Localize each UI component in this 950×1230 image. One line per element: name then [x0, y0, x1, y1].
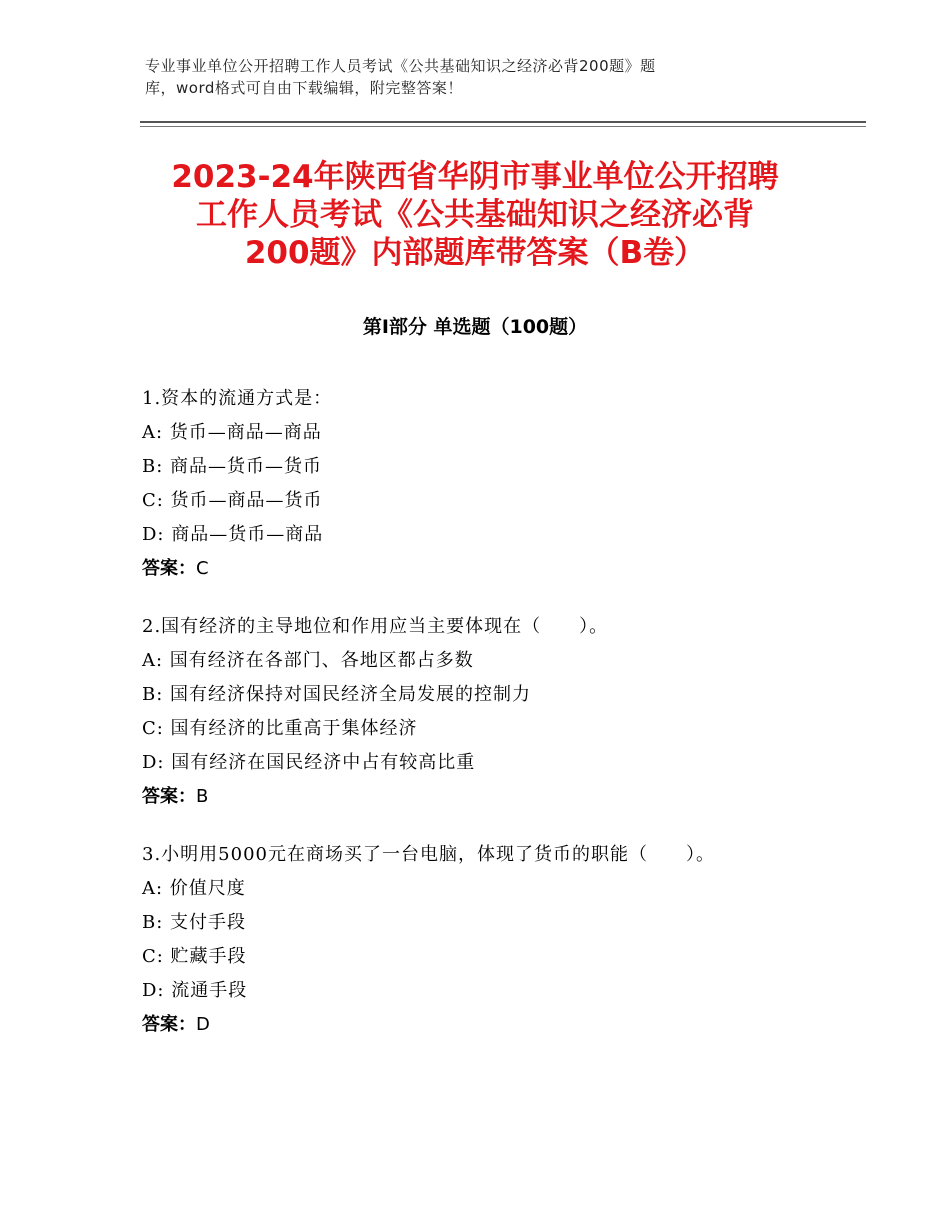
answer-value: B: [196, 786, 209, 807]
answer-label: 答案：: [142, 558, 196, 579]
answer-label: 答案：: [142, 1014, 196, 1035]
answer-line: [142, 1008, 842, 1042]
question-stem: 2.国有经济的主导地位和作用应当主要体现在（ ）。: [142, 616, 609, 637]
option-b: B: 商品—货币—货币: [142, 456, 323, 477]
document-title-line-1: 2023-24年陕西省华阴市事业单位公开招聘: [171, 159, 779, 195]
answer-value: D: [196, 1014, 210, 1035]
document-title-line-2: 工作人员考试《公共基础知识之经济必背: [196, 197, 754, 233]
document-title: [140, 158, 810, 272]
option-c: C: 货币—商品—货币: [142, 490, 323, 511]
option-b: B: 支付手段: [142, 912, 247, 933]
question-list: [142, 382, 842, 1066]
option-c: C: 国有经济的比重高于集体经济: [142, 718, 418, 739]
document-title-line-3: 200题》内部题库带答案（B卷）: [244, 235, 706, 271]
option-b: B: 国有经济保持对国民经济全局发展的控制力: [142, 684, 532, 705]
header-divider-thick: [140, 121, 866, 123]
section-title: 第Ⅰ部分 单选题（100题）: [362, 316, 588, 338]
option-a: A: 国有经济在各部门、各地区都占多数: [142, 650, 474, 671]
question-stem: 1.资本的流通方式是：: [142, 388, 333, 409]
question-2: [142, 610, 842, 814]
answer-label: 答案：: [142, 786, 196, 807]
question-3: [142, 838, 842, 1042]
answer-line: [142, 552, 842, 586]
header-divider-thin: [140, 126, 866, 127]
option-a: A: 价值尺度: [142, 878, 246, 899]
option-d: D: 流通手段: [142, 980, 248, 1001]
option-d: D: 国有经济在国民经济中占有较高比重: [142, 752, 476, 773]
answer-line: [142, 780, 842, 814]
question-1: [142, 382, 842, 586]
answer-value: C: [196, 558, 209, 579]
header-note: [145, 55, 785, 99]
option-c: C: 贮藏手段: [142, 946, 247, 967]
option-a: A: 货币—商品—商品: [142, 422, 322, 443]
header-note-line-1: 专业事业单位公开招聘工作人员考试《公共基础知识之经济必背200题》题: [145, 57, 656, 75]
option-d: D: 商品—货币—商品: [142, 524, 324, 545]
header-note-line-2: 库，word格式可自由下载编辑，附完整答案！: [145, 79, 463, 97]
question-stem: 3.小明用5000元在商场买了一台电脑，体现了货币的职能（ ）。: [142, 844, 715, 865]
